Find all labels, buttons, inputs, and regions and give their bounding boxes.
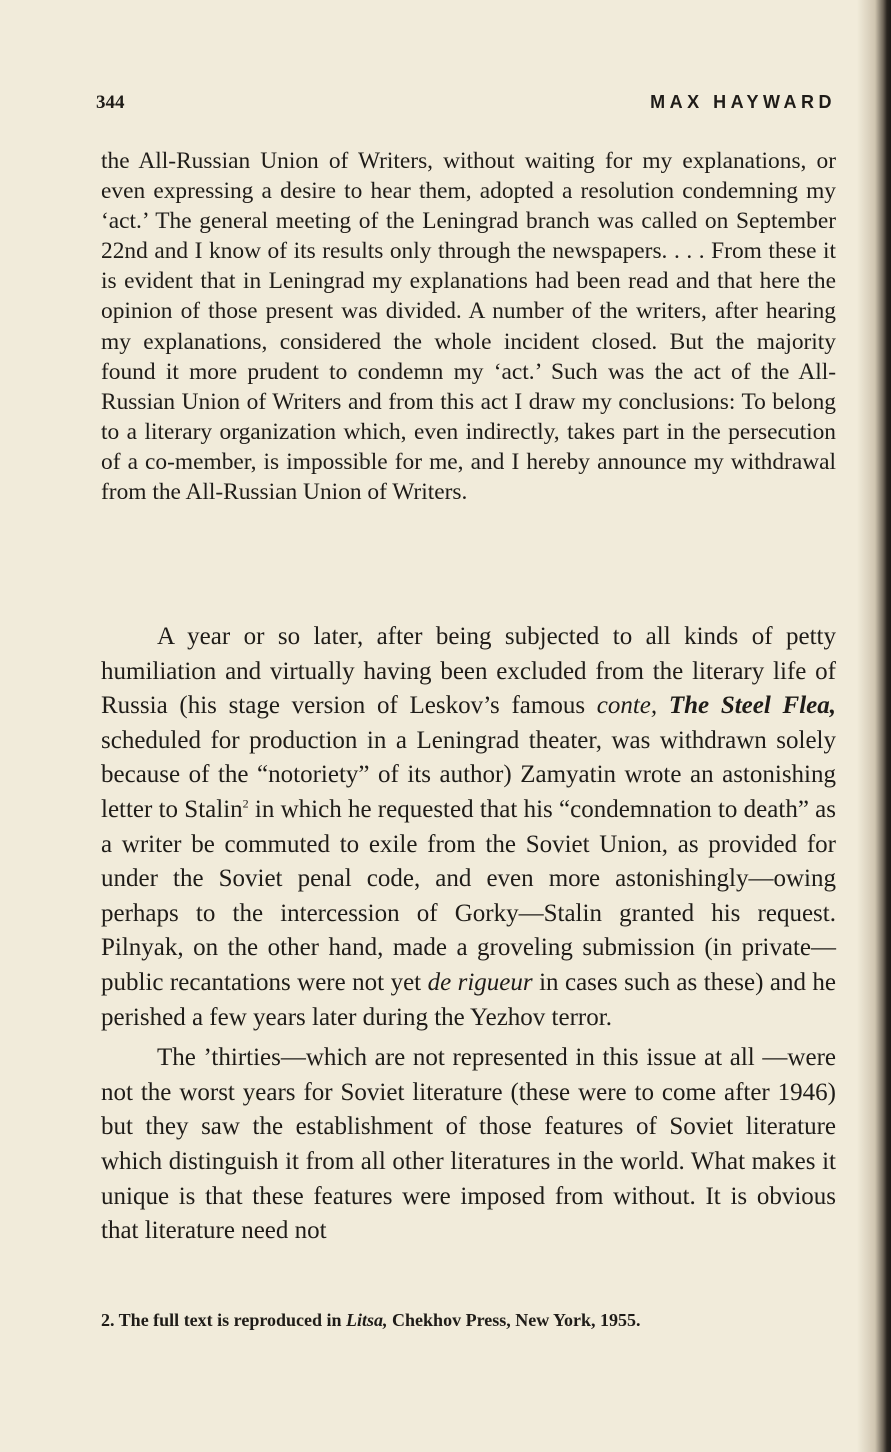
italic-conte: conte,	[596, 692, 658, 720]
body-text	[101, 620, 836, 1249]
footnote-reference: 2	[242, 796, 249, 811]
italic-title: The Steel Flea,	[668, 692, 836, 720]
page-number: 344	[96, 92, 125, 113]
paragraph-1: A year or so later, after being subjected to all kinds of petty humiliation and virtually having been excluded from the literary life of Russia (his stage version of Leskov’s famous conte, The Steel Flea, scheduled for production in a Leningrad theater, was withdrawn solely because of the “notoriety” of its author) Zamyatin wrote an astonishing letter to Stalin$^2$ in which he requested that his “condemnation to death” as a writer be commuted to exile from the Soviet Union, as provided for under the Soviet penal code, and even more astonishingly—owing perhaps to the intercession of Gorky—Stalin granted his request. Pilnyak, on the other hand, made a groveling submission (in private—public recantations were not yet de rigueur in cases such as these) and he perished a few years later during the Yezhov terror.	[101, 623, 836, 1031]
footnote: 2. The full text is reproduced in Litsa, Chekhov Press, New York, 1955.	[101, 1310, 641, 1330]
italic-phrase: de rigueur	[427, 968, 533, 996]
paragraph-2: The ’thirties—which are not represented in this issue at all —were not the worst years for Soviet literature (these were to come after 1946) but they saw the establishment of those features of Soviet literature which distinguish it from all other literatures in the world. What makes it unique is that these features were imposed from without. It is obvious that literature need not	[101, 1044, 836, 1245]
running-head: MAX HAYWARD	[650, 92, 836, 112]
footnote-italic: Litsa,	[346, 1310, 388, 1330]
page-binding-edge	[857, 0, 891, 1452]
page-header	[96, 92, 836, 118]
block-quote: the All-Russian Union of Writers, without waiting for my explanations, or even expressing a desire to hear them, adopted a resolution condemning my ‘act.’ The general meeting of the Leningrad branch was called on September 22nd and I know of its results only through the newspapers. . . . From these it is evident that in Leningrad my explanations had been read and that here the opinion of those present was divided. A number of the writers, after hearing my explanations, considered the whole incident closed. But the majority found it more prudent to condemn my ‘act.’ Such was the act of the All-Russian Union of Writers and from this act I draw my conclusions: To belong to a literary organization which, even indirectly, takes part in the persecution of a co-member, is impossible for me, and I hereby announce my withdrawal from the All-Russian Union of Writers.	[101, 148, 836, 506]
